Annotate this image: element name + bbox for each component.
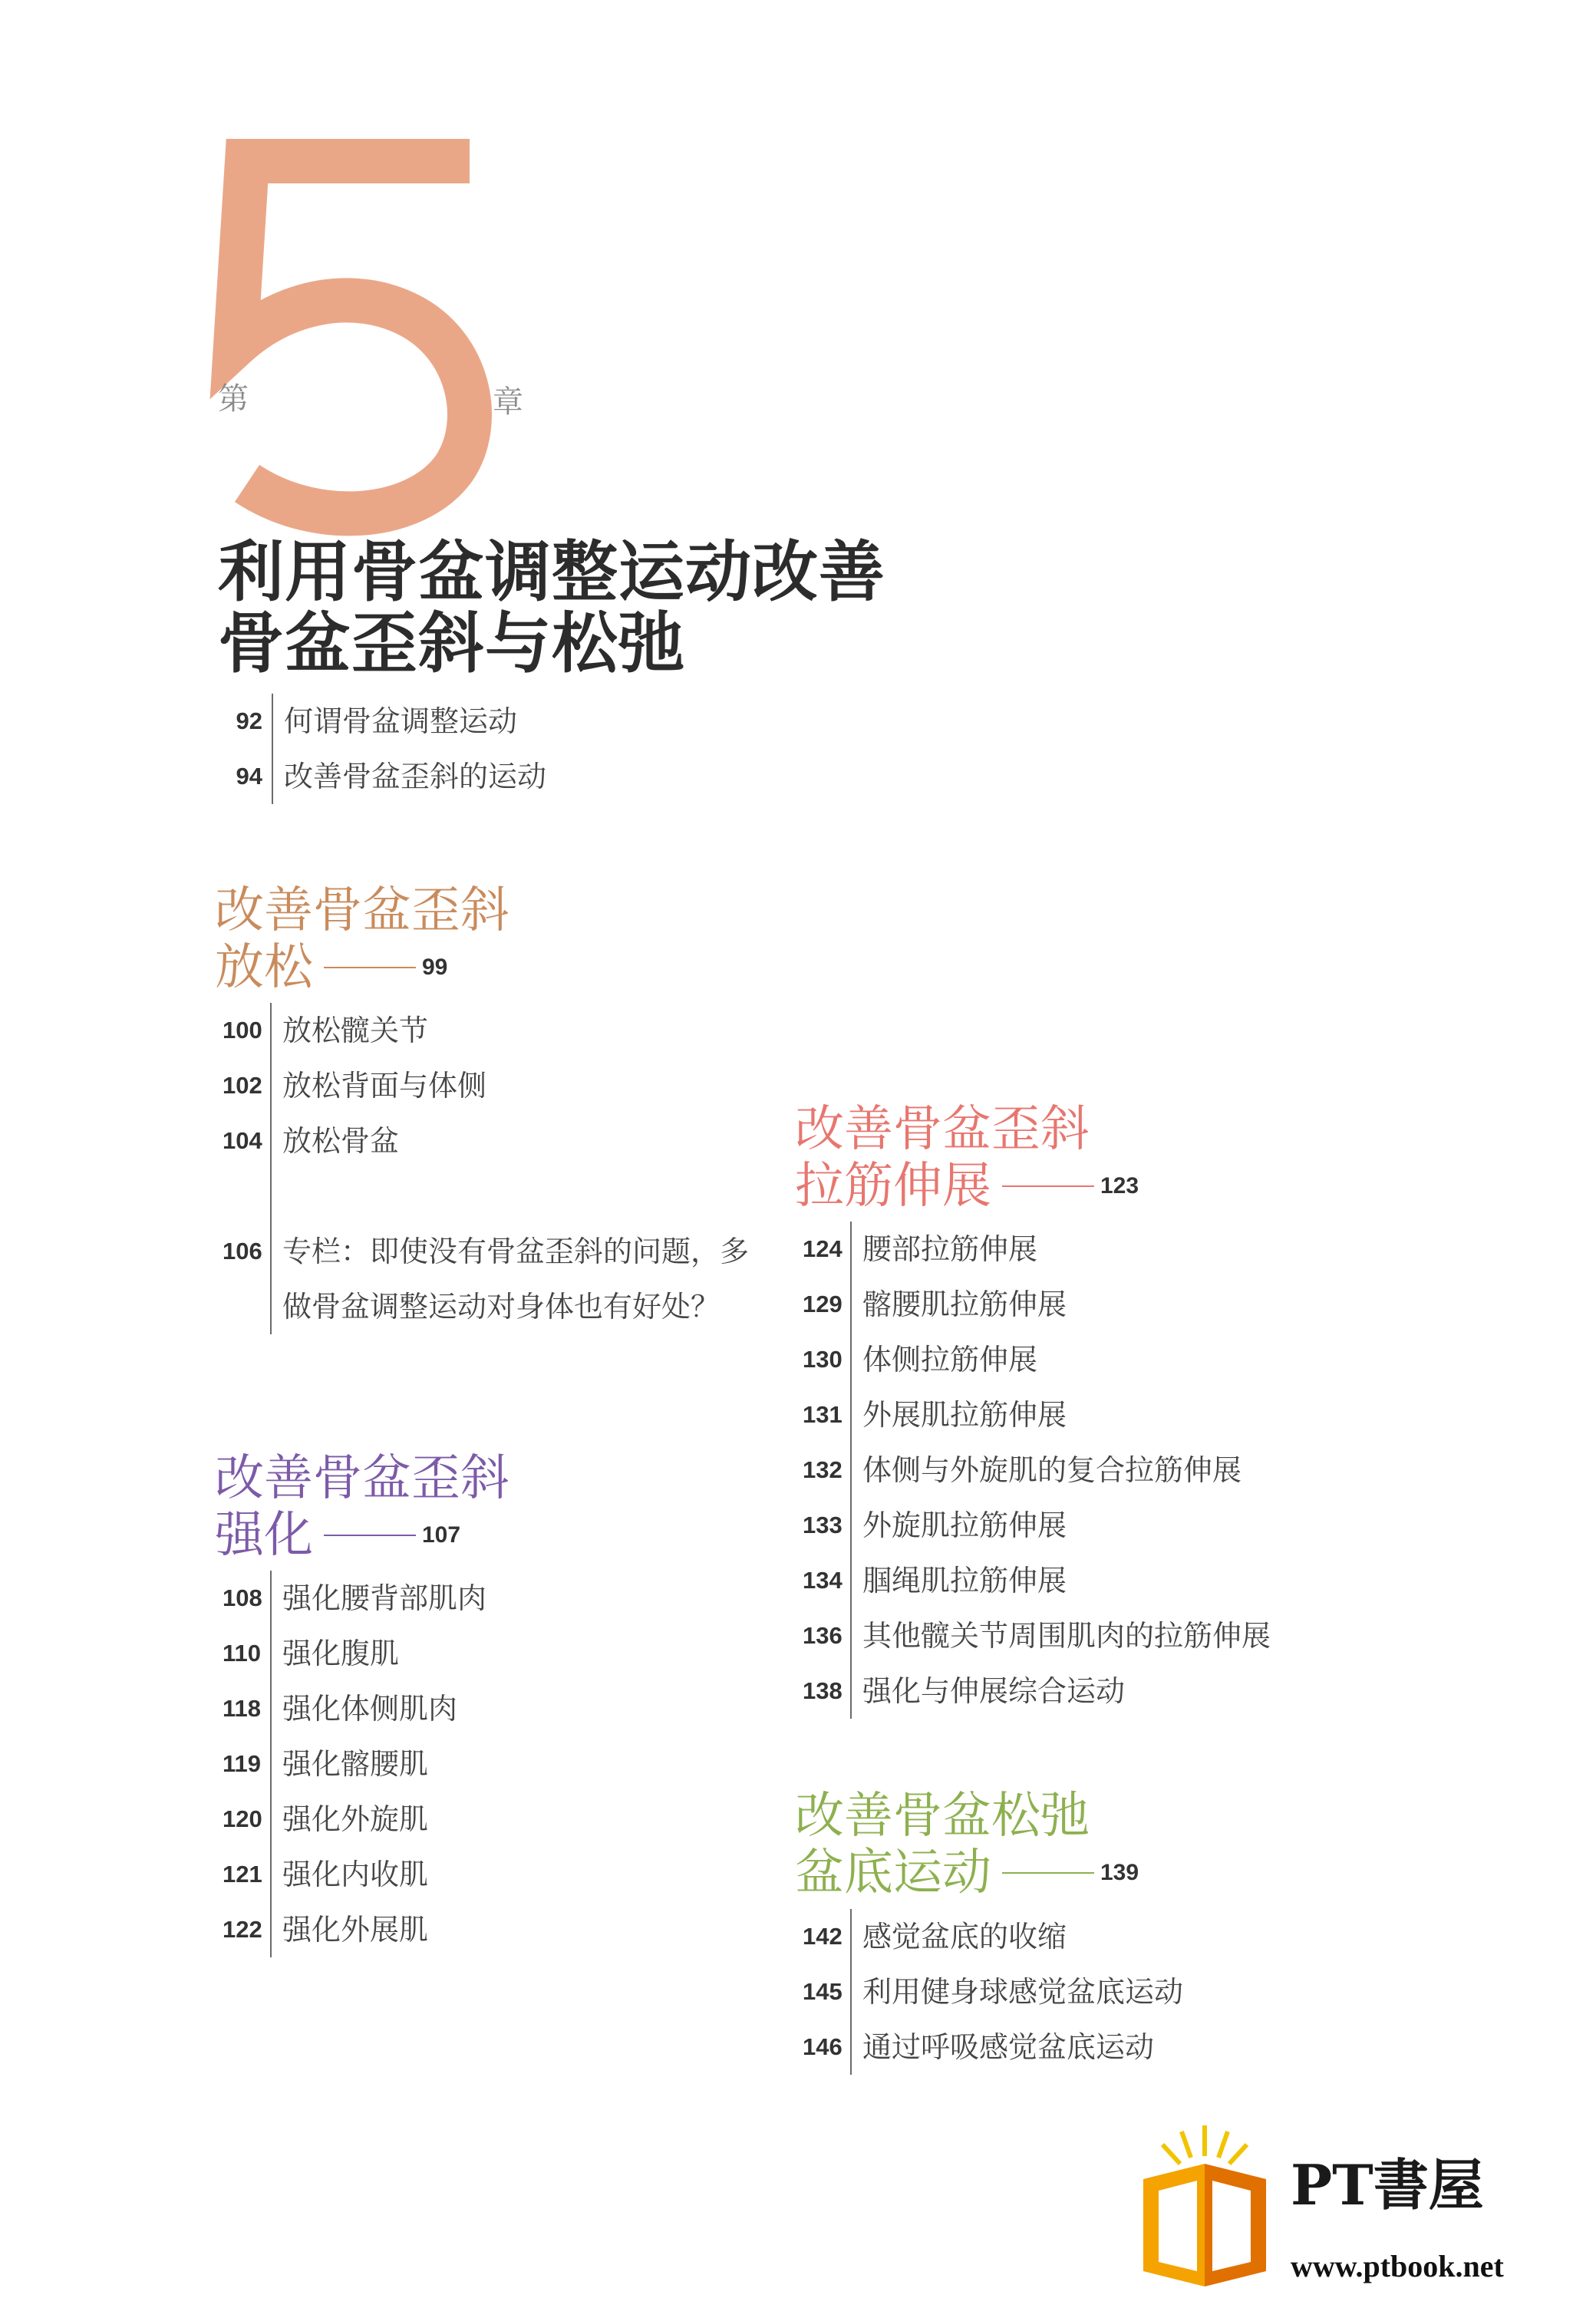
entry-title: 强化与伸展综合运动	[862, 1674, 1126, 1708]
toc-entry[interactable]	[803, 1222, 1493, 1277]
toc-entry[interactable]	[803, 1608, 1493, 1663]
page-number: 119	[223, 1750, 262, 1777]
page-number: 110	[223, 1640, 262, 1667]
book-icon	[1128, 2118, 1281, 2294]
toc-entry[interactable]	[223, 1003, 913, 1058]
chapter-title-line2: 骨盆歪斜与松弛	[218, 605, 685, 682]
entry-title: 外展肌拉筋伸展	[862, 1398, 1067, 1432]
page-number: 146	[803, 2033, 843, 2060]
page-number: 121	[223, 1861, 262, 1888]
entry-title: 强化髂腰肌	[282, 1747, 429, 1781]
column-title: 专栏：即使没有骨盆歪斜的问题，多做骨盆调整运动对身体也有好处？	[282, 1235, 750, 1324]
section-page-number: 139	[1100, 1860, 1139, 1885]
toc-entry[interactable]	[803, 1277, 1493, 1332]
page-number: 134	[803, 1567, 843, 1594]
watermark-logo	[1128, 2118, 1588, 2302]
entry-title: 强化体侧肌肉	[282, 1692, 458, 1726]
entry-title: 体侧与外旋肌的复合拉筋伸展	[862, 1453, 1242, 1487]
leader-line	[324, 1535, 416, 1536]
entry-title: 体侧拉筋伸展	[862, 1343, 1038, 1377]
section-heading-pelvic-floor	[795, 1788, 1139, 1901]
page-number: 108	[223, 1584, 262, 1611]
chapter-title-line1: 利用骨盆调整运动改善	[218, 534, 885, 611]
section-heading-stretch	[795, 1101, 1139, 1215]
page-number: 122	[223, 1916, 262, 1943]
page-number: 102	[223, 1072, 262, 1099]
entry-title: 腰部拉筋伸展	[862, 1232, 1038, 1266]
chapter-prefix: 第	[218, 381, 249, 417]
entry-title: 通过呼吸感觉盆底运动	[862, 2030, 1155, 2064]
page-number: 106	[223, 1238, 262, 1264]
entry-title: 放松背面与体侧	[282, 1069, 487, 1103]
page-number: 132	[803, 1456, 843, 1483]
section-page-number: 123	[1100, 1173, 1139, 1199]
page-number: 133	[803, 1512, 843, 1538]
section-heading-line1: 改善骨盆松弛	[795, 1788, 1090, 1845]
toc-entry[interactable]	[224, 749, 915, 804]
leader-line	[1002, 1185, 1094, 1187]
section-heading-line1: 改善骨盆歪斜	[795, 1101, 1090, 1158]
page-number: 94	[236, 763, 262, 790]
section-heading-line2: 强化	[215, 1507, 313, 1564]
logo-brand: PT書屋	[1291, 2152, 1484, 2217]
entry-title: 其他髋关节周围肌肉的拉筋伸展	[862, 1619, 1271, 1653]
entry-title: 强化外展肌	[282, 1913, 429, 1947]
toc-entry[interactable]	[803, 1663, 1493, 1719]
section-heading-relax	[215, 882, 509, 996]
section-heading-line1: 改善骨盆歪斜	[215, 1450, 509, 1507]
page-number: 100	[223, 1017, 262, 1044]
page-number: 92	[236, 707, 262, 734]
page-number: 124	[803, 1235, 843, 1262]
section-page-number: 99	[422, 955, 448, 980]
entry-title: 外旋肌拉筋伸展	[862, 1508, 1067, 1542]
toc-entry[interactable]	[803, 2020, 1493, 2075]
chapter-number-graphic	[201, 123, 508, 552]
page-number: 142	[803, 1923, 843, 1950]
page-number: 130	[803, 1346, 843, 1373]
section-heading-line1: 改善骨盆歪斜	[215, 882, 509, 939]
page-number: 118	[223, 1695, 262, 1722]
page-number: 131	[803, 1401, 843, 1428]
toc-entry[interactable]	[803, 1964, 1493, 2020]
entry-title: 改善骨盆歪斜的运动	[284, 760, 547, 793]
page-number: 136	[803, 1622, 843, 1649]
entry-title: 何谓骨盆调整运动	[284, 704, 518, 738]
entry-title: 强化内收肌	[282, 1858, 429, 1891]
toc-entry[interactable]	[803, 1387, 1493, 1442]
intro-entries	[224, 694, 915, 804]
toc-entry[interactable]	[803, 1332, 1493, 1387]
toc-entry[interactable]	[803, 1909, 1493, 1964]
chapter-title	[218, 534, 885, 682]
entry-title: 放松髋关节	[282, 1014, 429, 1047]
section-heading-line2: 放松	[215, 939, 313, 996]
page-number: 145	[803, 1978, 843, 2005]
toc-entry[interactable]	[803, 1442, 1493, 1498]
entry-title: 髂腰肌拉筋伸展	[862, 1288, 1067, 1321]
page-number: 138	[803, 1677, 843, 1704]
leader-line	[1002, 1872, 1094, 1874]
section-heading-strengthen	[215, 1450, 509, 1564]
section-heading-line2: 盆底运动	[795, 1845, 991, 1901]
toc-entry[interactable]	[223, 1736, 913, 1792]
entry-title: 强化腹肌	[282, 1637, 400, 1670]
section-heading-line2: 拉筋伸展	[795, 1158, 991, 1215]
entry-title: 放松骨盆	[282, 1124, 400, 1158]
page-number: 129	[803, 1291, 843, 1317]
logo-url: www.ptbook.net	[1291, 2249, 1504, 2283]
section-page-number: 107	[422, 1522, 461, 1548]
leader-line	[324, 967, 416, 968]
page-number: 104	[223, 1127, 262, 1154]
entry-title: 强化腰背部肌肉	[282, 1581, 487, 1615]
page-number: 120	[223, 1805, 262, 1832]
chapter-suffix: 章	[493, 384, 523, 420]
entry-title: 利用健身球感觉盆底运动	[862, 1975, 1184, 2009]
pelvic-floor-entries	[803, 1909, 1493, 2075]
toc-entry[interactable]	[803, 1553, 1493, 1608]
stretch-entries	[803, 1222, 1493, 1719]
entry-title: 腘绳肌拉筋伸展	[862, 1564, 1067, 1597]
entry-title: 感觉盆底的收缩	[862, 1920, 1067, 1954]
toc-entry[interactable]	[803, 1498, 1493, 1553]
entry-title: 强化外旋肌	[282, 1802, 429, 1836]
toc-entry[interactable]	[224, 694, 915, 749]
